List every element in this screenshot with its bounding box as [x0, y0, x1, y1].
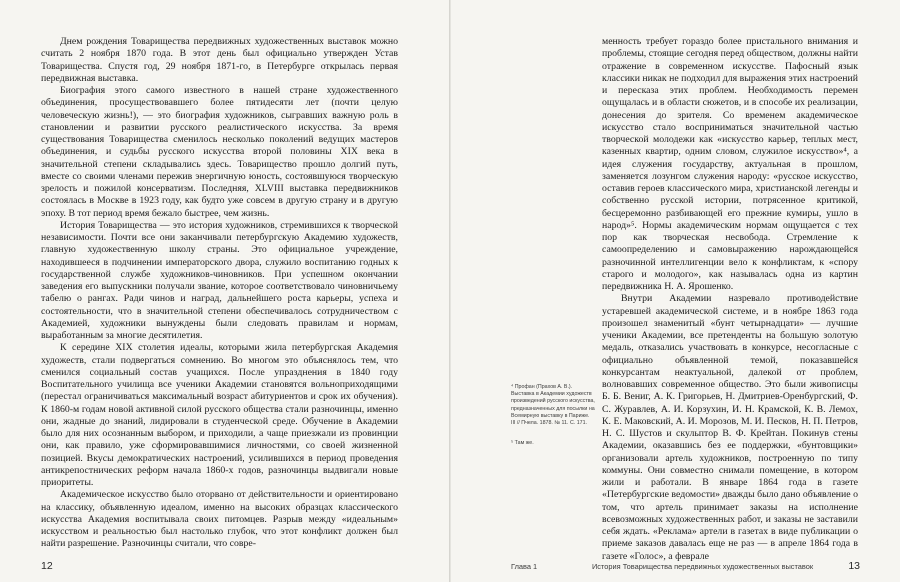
- page-number-left: 12: [41, 560, 53, 572]
- paragraph: менность требует гораздо более пристального внимания и проблемы, стоящие сегодня перед обществом, должны найти отражение в современном искусстве. Пафосный язык классики никак не подходил для выражения этих настроений и пересказа этих проблем. Необходимость перемен ощущалась и в области сюжетов, и в способе их реализации, донесения до зрителя. Со временем академическое искусство стало восприниматься значительной частью творческой молодежи как «искусство карьер, теплых мест, казенных квартир, одним словом, служилое искусство»⁴, а идея служения государству, актуальная в прошлом, заменяется лозунгом служения народу: «русское искусство, оставив героев классического мира, христианской легенды и собственно русской истории, потрясенное критикой, бесцеремонно разбивающей его прежние кумиры, ушло в народ»⁵. Нормы академическим нормам ощущается с тех пор как творческая несвобода. Стремление к самоопределению и самовыражению нарождающейся разночинной интеллигенции вело к конфликтам, к «спору старого и молодого», как называлась одна из картин передвижника Н. А. Ярошенко.: [602, 36, 858, 292]
- paragraph: Днем рождения Товарищества передвижных художественных выставок можно считать 2 ноября 1870 года. В этот день был официально утвержден Устав Товарищества. Спустя год, 29 ноября 1871-го, в Петербурге открылась первая передвижная выставка.: [41, 36, 398, 84]
- footnote: ⁴ Профан (Прахов А. В.). Выставка в Академии художеств произведений русского искусства, предназначенных для посылки на Всемирную выставку в Париже. III // Пчела. 1878. № 11. С. 171.: [511, 384, 595, 427]
- left-page-body: [41, 36, 398, 551]
- paragraph: Биография этого самого известного в нашей стране художественного объединения, просуществовавшего более пятидесяти лет (почти целую человеческую жизнь!), — это биография художников, сыгравших важную роль в становлении и развитии русского реалистического искусства. За время существования Товарищества сменилось несколько поколений ведущих мастеров объединения, и судьбы русского искусства второй половины XIX века в значительной степени складывались здесь. Товарищество прошло долгий путь, вместе со своими членами пережив энергичную юность, состоявшуюся творческую зрелость и пожилой консерватизм. Последняя, XLVIII выставка передвижников состоялась в Москве в 1923 году, как будто уже совсем в другую страну и в другую эпоху. В тот период время бежало быстрее, чем жизнь.: [41, 85, 398, 219]
- right-page: [451, 0, 900, 582]
- page-number-right: 13: [848, 560, 860, 572]
- right-page-body: [602, 36, 858, 563]
- running-head-title: История Товарищества передвижных художественных выставок: [592, 562, 814, 571]
- footnotes: [511, 384, 595, 460]
- paragraph: Академическое искусство было оторвано от действительности и ориентировано на классику, объявленную идеалом, именно на высоких образцах классического искусства Академия воспитывала своих питомцев. Разрыв между «идеальным» искусством и реальностью был настолько глубок, что этот конфликт должен был найти разрешение. Разночинцы считали, что совре-: [41, 489, 398, 550]
- footnote: ⁵ Там же.: [511, 440, 534, 447]
- paragraph: История Товарищества — это история художников, стремившихся к творческой независимости. Почти все они заканчивали петербургскую Академию художеств, главную художественную школу страны. Это официальное учреждение, находившееся в подчинении императорского двора, служило воспитанию годных к государственной службе художников-чиновников. При успешном окончании заведения его выпускники получали звание, которое соответствовало чиновничьему табелю о рангах. Ради чинов и наград, дальнейшего роста карьеры, успеха и состоятельности, что в значительной степени обеспечивалось сотрудничеством с Академией, художники вынуждены были следовать правилам и нормам, выработанным за многие десятилетия.: [41, 219, 398, 341]
- left-page: [0, 0, 449, 582]
- paragraph: Внутри Академии назревало противодействие устаревшей академической системе, и в ноябре 1863 года произошел знаменитый «бунт четырнадцати» — лучшие ученики Академии, все претенденты на большую золотую медаль, отказались участвовать в конкурсе, несогласные с официально объявленной темой, показавшейся конкурсантам неактуальной, далекой от проблем, волновавших современное общество. Это были живописцы Б. Б. Вениг, А. К. Григорьев, Н. Дмитриев-Оренбургский, Ф. С. Журавлев, А. И. Корзухин, И. Н. Крамской, К. В. Лемох, К. Е. Маковский, А. И. Морозов, М. И. Песков, Н. П. Петров, Н. С. Шустов и скульптор В. Ф. Крейтан. Покинув стены Академии, оказавшись без ее поддержки, «бунтовщики» организовали артель художников, построенную по типу коммуны. Они совместно снимали помещение, в котором жили и работали. В январе 1864 года в газете «Петербургские ведомости» дважды было дано объявление о том, что артель принимает заказы на исполнение всевозможных художественных работ, и заказы не заставили себя ждать. «Реклама» артели в газетах в виде публикации о приеме заказов давалась еще не раз — в апреле 1864 года в газете «Голос», а феврале: [602, 293, 858, 562]
- paragraph: К середине XIX столетия идеалы, которыми жила петербургская Академия художеств, стали подвергаться сомнению. Во многом это объяснялось тем, что сменился социальный состав учащихся. После упразднения в 1840 году Воспитательного училища все ученики Академии становятся вольноприходящими (перестал ограничиваться максимальный возраст абитуриентов и срок их обучения). К 1860-м годам новой активной силой русского общества стали разночинцы, именно они, жадные до знаний, лидировали в студенческой среде. Обучение в Академии было для них осознанным выбором, и приходили, а чаще приезжали из провинции они, как правило, уже сформировавшимися личностями, со своей жизненной позицией. Вкусы демократических настроений, усилившихся в период проведения антикрепостнических реформ начала 1860-х годов, разночинцы выдвигали новые приоритеты.: [41, 342, 398, 488]
- running-head-chapter: Глава 1: [511, 562, 538, 571]
